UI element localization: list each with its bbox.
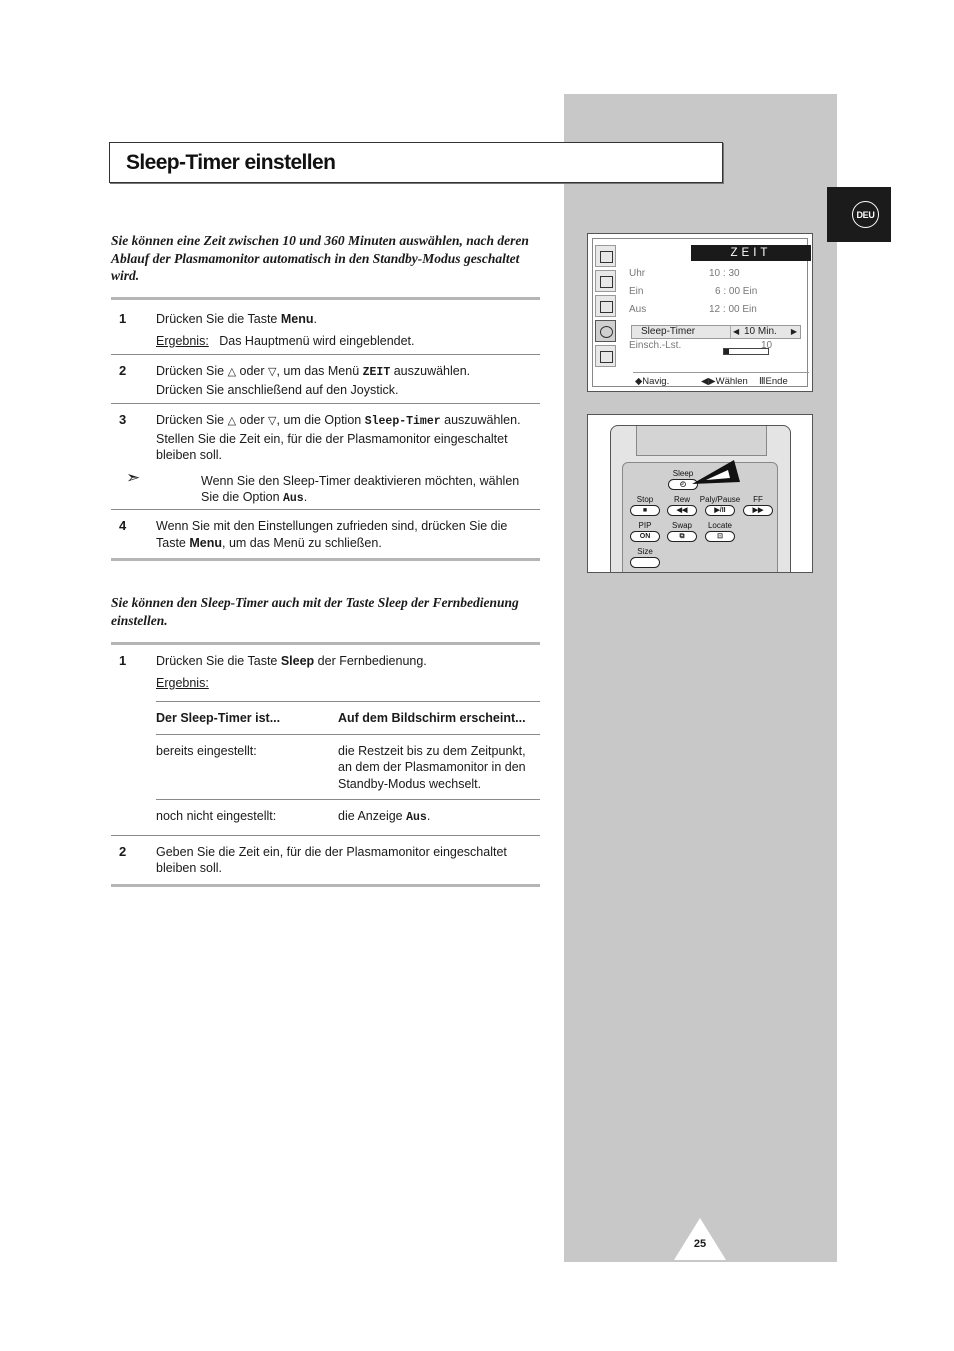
table-cell: bereits eingestellt: xyxy=(156,743,257,758)
table-cell: noch nicht eingestellt: xyxy=(156,809,277,823)
step-text: Drücken Sie △ oder ▽, um das Menü ZEIT auszuwählen. xyxy=(156,364,471,379)
step-number: 4 xyxy=(119,518,127,533)
step-1 xyxy=(111,300,540,355)
steps-section-2 xyxy=(111,642,540,887)
ff-button: ▶▶ xyxy=(743,505,773,516)
down-arrow-icon: ▽ xyxy=(268,415,277,427)
language-badge: DEU xyxy=(852,201,879,228)
step-note: ➣ Wenn Sie den Sleep-Timer deaktivieren möchten, wählen Sie die Option Aus. xyxy=(126,467,520,505)
osd-footer-waehlen: ◀▶Wählen xyxy=(701,376,748,387)
remote-top-panel xyxy=(636,426,767,456)
osd-icon-column xyxy=(595,245,617,370)
down-arrow-icon: ▽ xyxy=(268,366,277,378)
locate-button: ⊡ xyxy=(705,531,735,542)
osd-footer-navig: ◆Navig. xyxy=(635,376,670,387)
osd-row-einsch: Einsch.-Lst. 10 xyxy=(629,340,773,351)
osd-row-sleep-timer: Sleep-Timer ◀ 10 Min. ▶ xyxy=(631,325,801,339)
step-result: Ergebnis: xyxy=(156,675,209,690)
step-result: Ergebnis: Das Hauptmenü wird eingeblendet. xyxy=(156,333,415,348)
remote-label-sleep: Sleep xyxy=(672,469,694,478)
osd-row-uhr: Uhr 10 : 30 xyxy=(629,268,740,279)
step-text: Geben Sie die Zeit ein, für die der Plasmamonitor eingeschaltet bleiben soll. xyxy=(156,844,507,875)
intro-text-2: Sie können den Sleep-Timer auch mit der Taste Sleep der Fernbedienung einstellen. xyxy=(111,595,519,628)
picture-icon xyxy=(595,245,616,267)
step-number: 1 xyxy=(119,653,127,668)
step-text-line2: Drücken Sie anschließend auf den Joystick. xyxy=(156,382,399,397)
remote-label-ff: FF xyxy=(753,495,763,504)
remote-label-pip: PIP xyxy=(638,521,652,530)
up-arrow-icon: △ xyxy=(227,366,237,378)
table-row xyxy=(156,800,540,835)
step-text: Drücken Sie △ oder ▽, um die Option Sleep-Timer auszuwählen. Stellen Sie die Zeit ein, für die der Plasmamonitor eingeschaltet bleiben soll. xyxy=(156,413,521,462)
table-cell: die Anzeige Aus. xyxy=(338,809,431,824)
step-text: Drücken Sie die Taste Menu. xyxy=(156,312,317,326)
table-header-cell: Der Sleep-Timer ist... xyxy=(156,711,281,725)
pip-icon xyxy=(595,295,616,317)
remote-body xyxy=(610,425,791,573)
osd-row-ein: Ein 6 : 00 Ein xyxy=(629,286,758,297)
step-number: 2 xyxy=(119,363,127,378)
up-arrow-icon: △ xyxy=(227,415,237,427)
table-header xyxy=(156,702,540,735)
osd-menu-illustration xyxy=(587,233,813,392)
step-2-sleep xyxy=(111,836,540,884)
pointer-icon xyxy=(690,458,742,494)
remote-label-swap: Swap xyxy=(671,521,692,530)
step-text: Wenn Sie mit den Einstellungen zufrieden sind, drücken Sie die Taste Menu, um das Menü zu schließen. xyxy=(156,519,508,550)
swap-button: ⧉ xyxy=(667,531,697,542)
page-title-box xyxy=(109,142,723,183)
osd-row-aus: Aus 12 : 00 Ein xyxy=(629,304,757,315)
osd-level-bar xyxy=(723,348,769,355)
steps-section-1 xyxy=(111,297,540,561)
step-number: 1 xyxy=(119,311,127,326)
table-header-cell: Auf dem Bildschirm erscheint... xyxy=(338,711,526,725)
intro-text-1: Sie können eine Zeit zwischen 10 und 360 Minuten auswählen, nach deren Ablauf der Plasmamonitor automatisch in den Standby-Modus geschaltet wird. xyxy=(111,233,529,283)
size-button xyxy=(630,557,660,568)
remote-label-stop: Stop xyxy=(636,495,654,504)
sound-icon xyxy=(595,270,616,292)
result-table xyxy=(156,701,540,835)
page-title: Sleep-Timer einstellen xyxy=(126,150,336,174)
step-1-sleep xyxy=(111,645,540,836)
remote-label-rew: Rew xyxy=(673,495,690,504)
setup-icon xyxy=(595,345,616,367)
rew-button: ◀◀ xyxy=(667,505,697,516)
sleep-button: ◴ xyxy=(668,479,698,490)
step-3 xyxy=(111,404,540,510)
page-number: 25 xyxy=(693,1238,707,1250)
step-4 xyxy=(111,510,540,558)
osd-screen xyxy=(592,238,808,387)
note-arrow-icon: ➣ xyxy=(126,467,141,487)
play-pause-button: ▶/II xyxy=(705,505,735,516)
step-number: 3 xyxy=(119,412,127,427)
table-cell: die Restzeit bis zu dem Zeitpunkt, an dem der Plasmamonitor in den Standby-Modus wechselt. xyxy=(338,743,526,791)
osd-footer-ende: ⅢEnde xyxy=(759,376,788,387)
step-number: 2 xyxy=(119,843,127,859)
clock-icon xyxy=(595,320,616,342)
remote-label-play-pause: Paly/Pause xyxy=(699,495,741,504)
step-text: Drücken Sie die Taste Sleep der Fernbedienung. xyxy=(156,654,427,668)
stop-button: ■ xyxy=(630,505,660,516)
osd-level-fill xyxy=(724,349,729,354)
osd-menu-title: ZEIT xyxy=(691,245,811,261)
osd-footer xyxy=(633,372,809,387)
pip-on-button: ON xyxy=(630,531,660,542)
remote-label-locate: Locate xyxy=(707,521,733,530)
remote-label-size: Size xyxy=(637,547,653,556)
step-2 xyxy=(111,355,540,404)
table-row xyxy=(156,735,540,801)
